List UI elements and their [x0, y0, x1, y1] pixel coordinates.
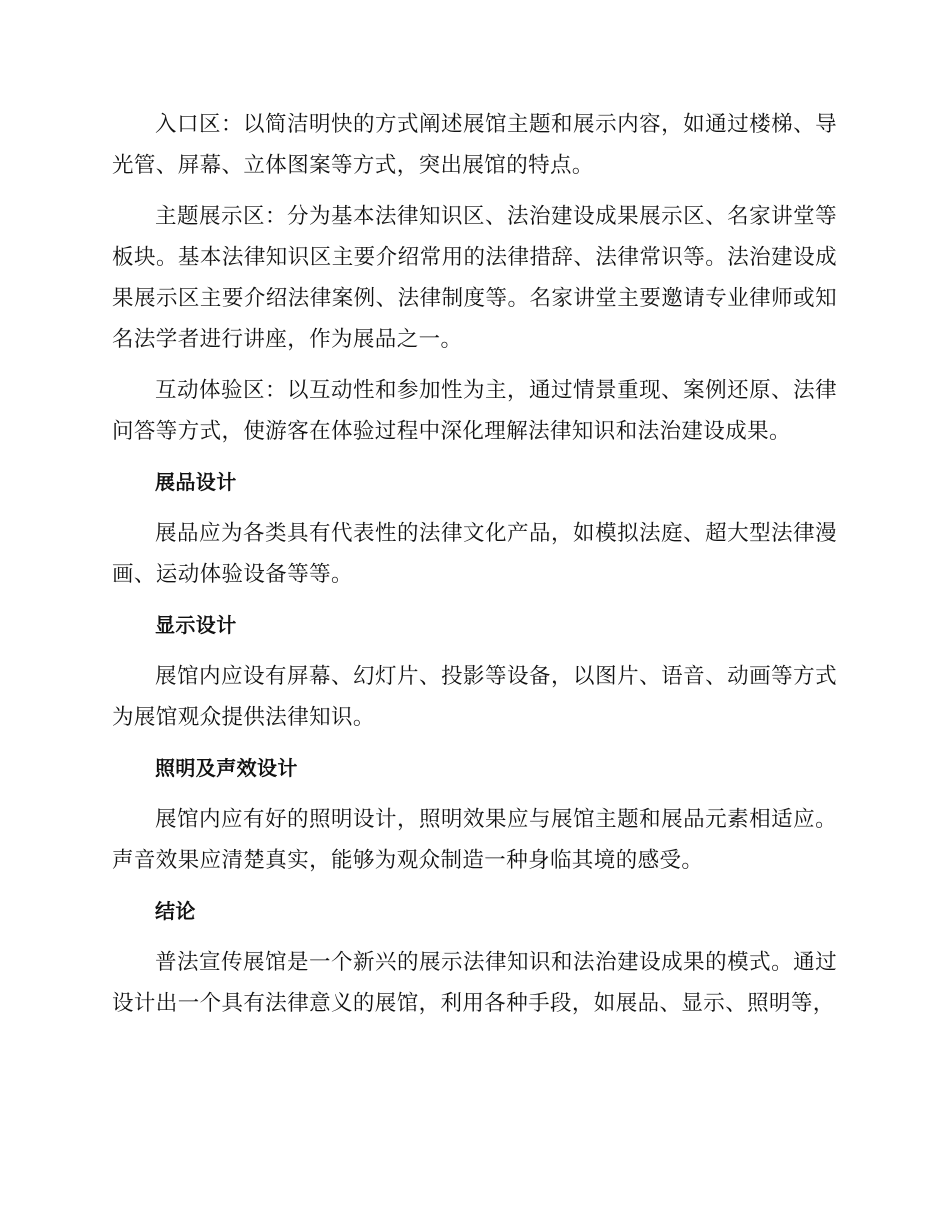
- paragraph-interactive-zone: 互动体验区：以互动性和参加性为主，通过情景重现、案例还原、法律问答等方式，使游客在体验过程中深化理解法律知识和法治建设成果。: [112, 378, 837, 444]
- paragraph-display-design: 展馆内应设有屏幕、幻灯片、投影等设备，以图片、语音、动画等方式为展馆观众提供法律知识。: [112, 664, 837, 730]
- heading-display-design: 显示设计: [155, 613, 237, 637]
- heading-lighting-sound-design: 照明及声效设计: [155, 756, 298, 780]
- paragraph-lighting-sound-design: 展馆内应有好的照明设计，照明效果应与展馆主题和展品元素相适应。声音效果应清楚真实，能够为观众制造一种身临其境的感受。: [112, 807, 837, 873]
- document-page: [112, 104, 837, 1034]
- heading-conclusion: 结论: [155, 899, 196, 923]
- paragraph-exhibit-design: 展品应为各类具有代表性的法律文化产品，如模拟法庭、超大型法律漫画、运动体验设备等等。: [112, 521, 837, 587]
- heading-exhibit-design: 展品设计: [155, 470, 237, 494]
- paragraph-entrance-zone: 入口区：以简洁明快的方式阐述展馆主题和展示内容，如通过楼梯、导光管、屏幕、立体图案等方式，突出展馆的特点。: [112, 112, 837, 178]
- paragraph-theme-zone: 主题展示区：分为基本法律知识区、法治建设成果展示区、名家讲堂等板块。基本法律知识区主要介绍常用的法律措辞、法律常识等。法治建设成果展示区主要介绍法律案例、法律制度等。名家讲堂主要邀请专业律师或知名法学者进行讲座，作为展品之一。: [112, 204, 837, 352]
- paragraph-conclusion: 普法宣传展馆是一个新兴的展示法律知识和法治建设成果的模式。通过设计出一个具有法律意义的展馆，利用各种手段，如展品、显示、照明等，: [112, 950, 837, 1016]
